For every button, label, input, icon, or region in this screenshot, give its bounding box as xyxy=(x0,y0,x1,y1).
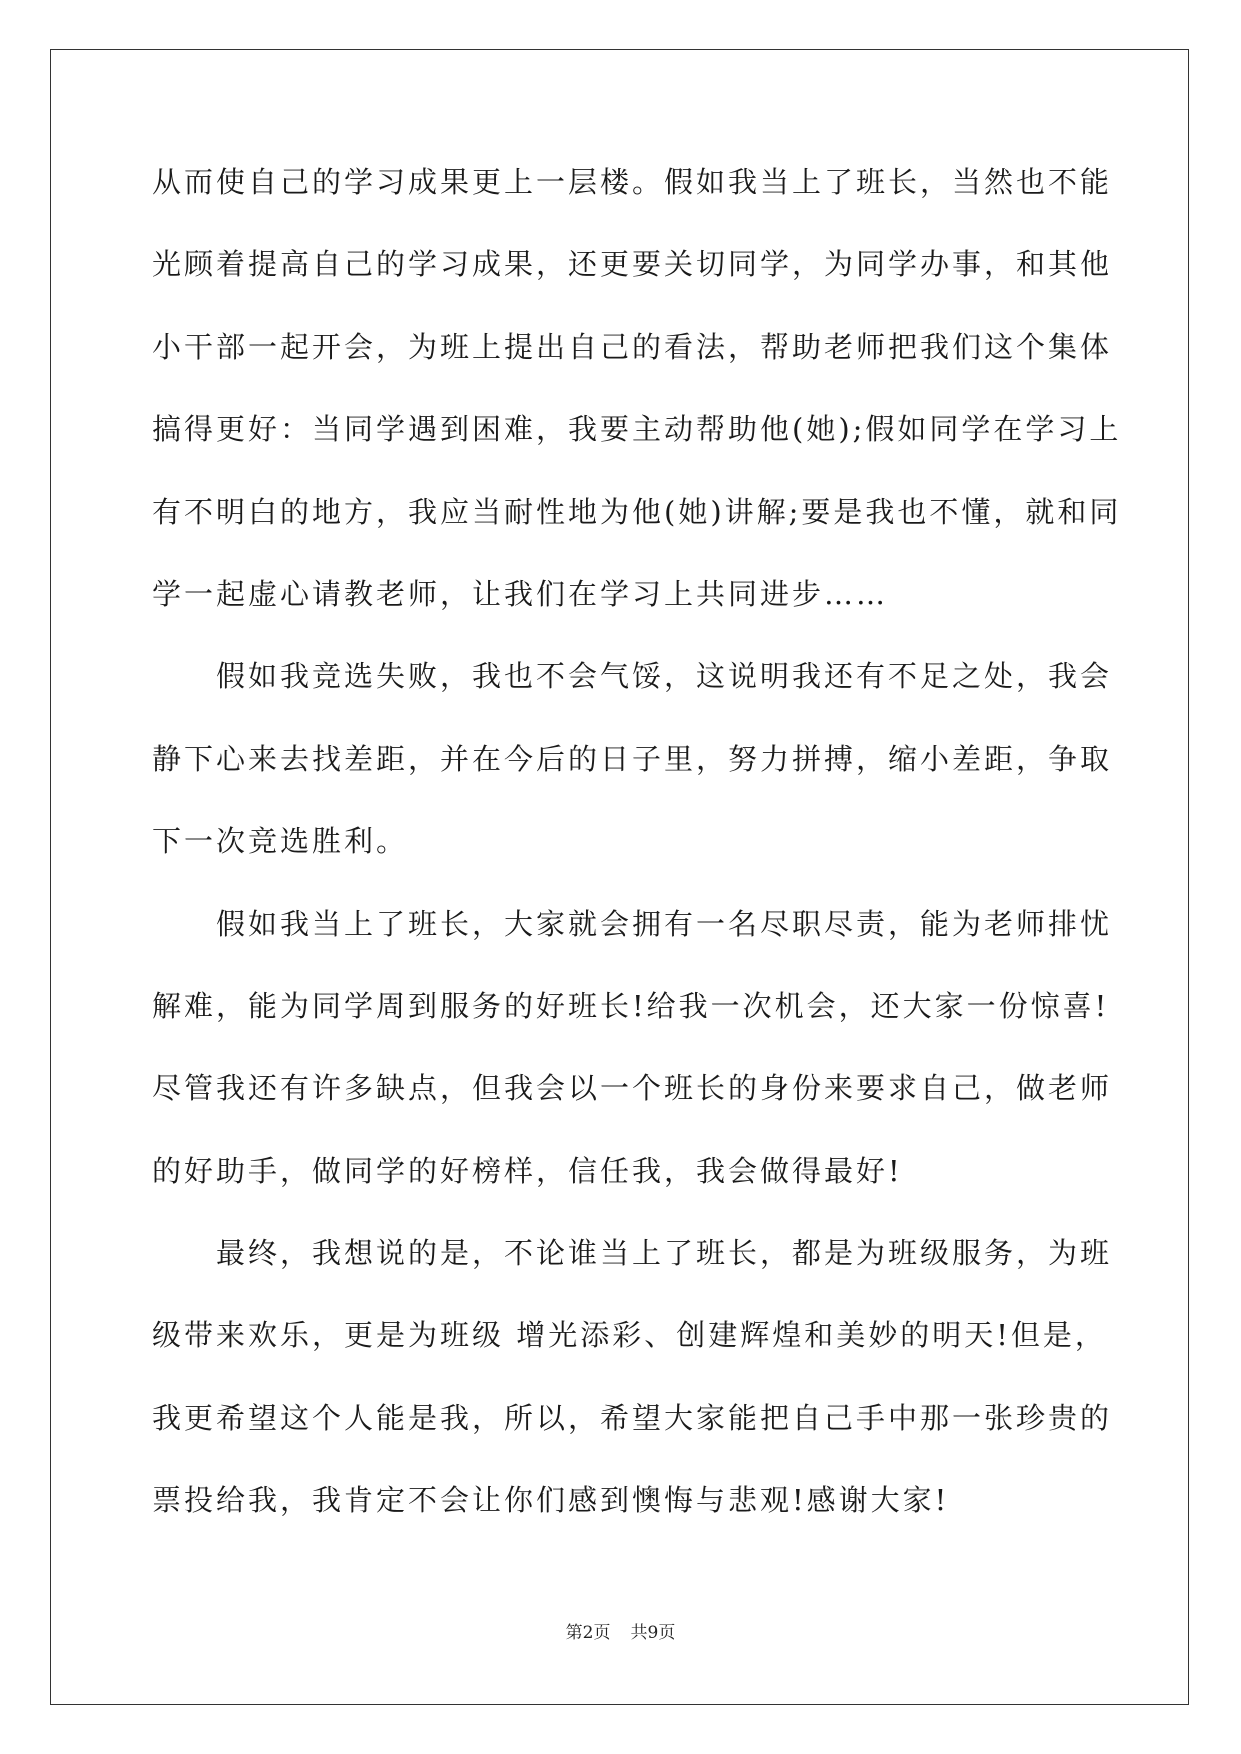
text-line: 我更希望这个人能是我，所以，希望大家能把自己手中那一张珍贵的 xyxy=(152,1400,1113,1435)
text-line: 小干部一起开会，为班上提出自己的看法，帮助老师把我们这个集体 xyxy=(152,329,1113,364)
text-line: 下一次竞选胜利。 xyxy=(152,824,409,859)
text-line: 的好助手，做同学的好榜样，信任我，我会做得最好! xyxy=(152,1153,903,1188)
text-line: 静下心来去找差距，并在今后的日子里，努力拼搏，缩小差距，争取 xyxy=(152,741,1113,776)
current-page-number: 第2页 xyxy=(565,1623,611,1643)
page-footer xyxy=(0,1621,1241,1645)
text-line: 光顾着提高自己的学习成果，还更要关切同学，为同学办事，和其他 xyxy=(152,247,1113,282)
text-line: 搞得更好：当同学遇到困难，我要主动帮助他(她);假如同学在学习上 xyxy=(152,412,1122,447)
total-pages: 共9页 xyxy=(630,1623,676,1643)
text-line: 尽管我还有许多缺点，但我会以一个班长的身份来要求自己，做老师 xyxy=(152,1071,1113,1106)
paragraph-first-line: 假如我竞选失败，我也不会气馁，这说明我还有不足之处，我会 xyxy=(216,659,1113,694)
paragraph-first-line: 假如我当上了班长，大家就会拥有一名尽职尽责，能为老师排忧 xyxy=(216,906,1113,941)
text-line: 有不明白的地方，我应当耐性地为他(她)讲解;要是我也不懂，就和同 xyxy=(152,494,1122,529)
text-line: 从而使自己的学习成果更上一层楼。假如我当上了班长，当然也不能 xyxy=(152,165,1113,199)
text-line: 学一起虚心请教老师，让我们在学习上共同进步…… xyxy=(152,576,889,611)
paragraph-first-line: 最终，我想说的是，不论谁当上了班长，都是为班级服务，为班 xyxy=(216,1236,1113,1271)
document-body xyxy=(152,158,1122,1559)
text-line: 票投给我，我肯定不会让你们感到懊悔与悲观!感谢大家! xyxy=(152,1483,950,1518)
text-line: 级带来欢乐，更是为班级 增光添彩、创建辉煌和美妙的明天!但是， xyxy=(152,1318,1107,1353)
text-line: 解难，能为同学周到服务的好班长!给我一次机会，还大家一份惊喜! xyxy=(152,988,1110,1023)
